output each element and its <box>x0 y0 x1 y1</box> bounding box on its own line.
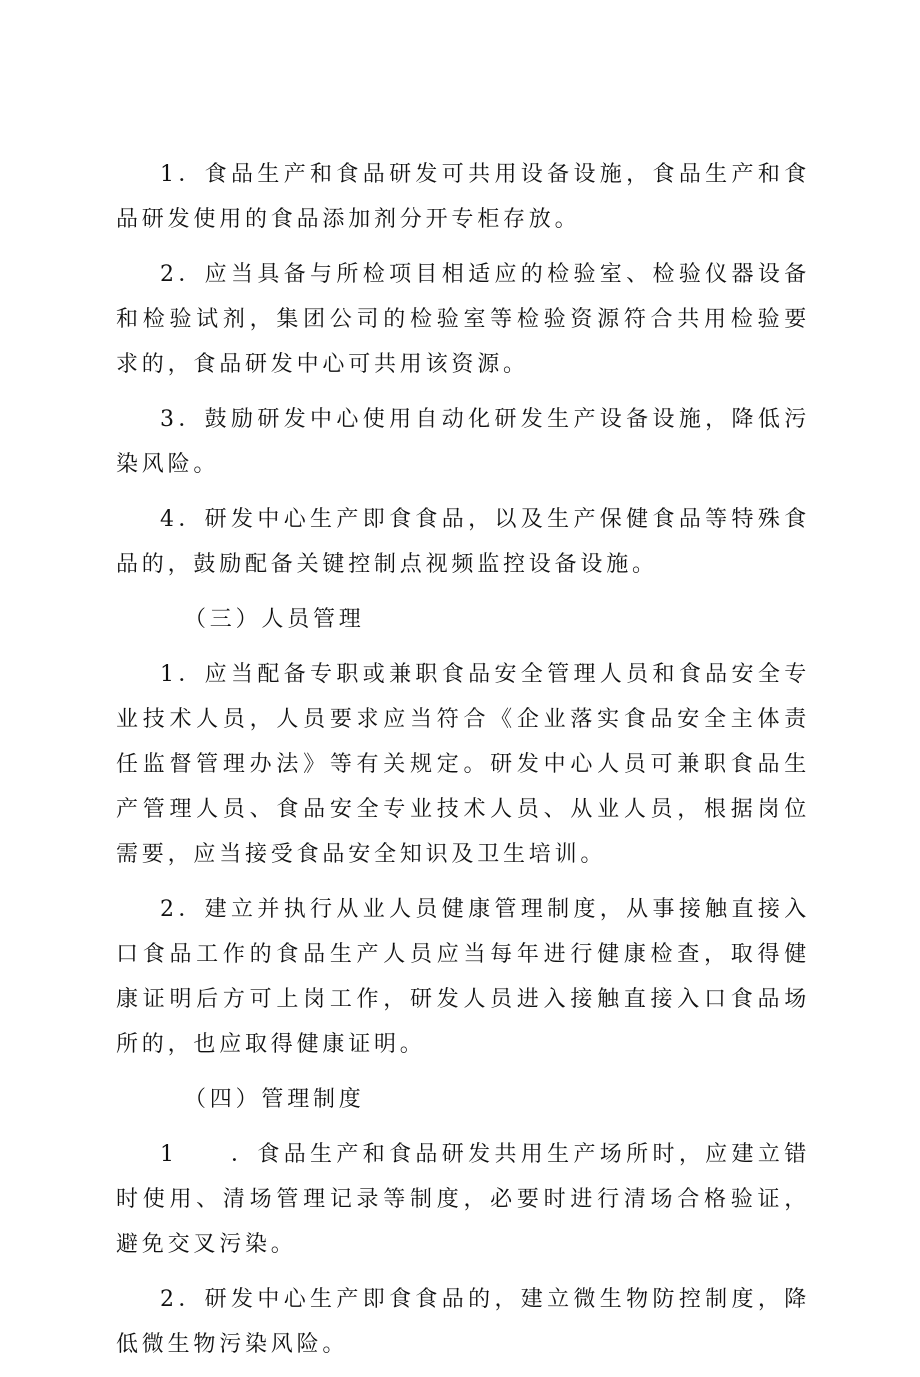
paragraph-inspection-lab: 2．应当具备与所检项目相适应的检验室、检验仪器设备和检验试剂，集团公司的检验室等检验资源符合共用检验要求的，食品研发中心可共用该资源。 <box>116 262 810 377</box>
section-heading-management-system: （四）管理制度 <box>184 1087 365 1112</box>
paragraph-shared-site-schedule: 1 ．食品生产和食品研发共用生产场所时，应建立错时使用、清场管理记录等制度，必要时进行清场合格验证，避免交叉污染。 <box>116 1142 810 1257</box>
paragraph-video-monitoring: 4．研发中心生产即食食品，以及生产保健食品等特殊食品的，鼓励配备关键控制点视频监控设备设施。 <box>116 507 810 577</box>
paragraph-automation: 3．鼓励研发中心使用自动化研发生产设备设施，降低污染风险。 <box>116 407 810 477</box>
section-heading-personnel: （三）人员管理 <box>184 607 365 632</box>
paragraph-safety-staff: 1．应当配备专职或兼职食品安全管理人员和食品安全专业技术人员，人员要求应当符合《企业落实食品安全主体责任监督管理办法》等有关规定。研发中心人员可兼职食品生产管理人员、食品安全专业技术人员、从业人员，根据岗位需要，应当接受食品安全知识及卫生培训。 <box>116 662 810 867</box>
document-page <box>116 152 810 1377</box>
paragraph-equipment-shared: 1．食品生产和食品研发可共用设备设施，食品生产和食品研发使用的食品添加剂分开专柜存放。 <box>116 162 810 232</box>
paragraph-health-management: 2．建立并执行从业人员健康管理制度，从事接触直接入口食品工作的食品生产人员应当每年进行健康检查，取得健康证明后方可上岗工作，研发人员进入接触直接入口食品场所的，也应取得健康证明。 <box>116 897 810 1057</box>
paragraph-microbial-control: 2．研发中心生产即食食品的，建立微生物防控制度，降低微生物污染风险。 <box>116 1287 810 1357</box>
